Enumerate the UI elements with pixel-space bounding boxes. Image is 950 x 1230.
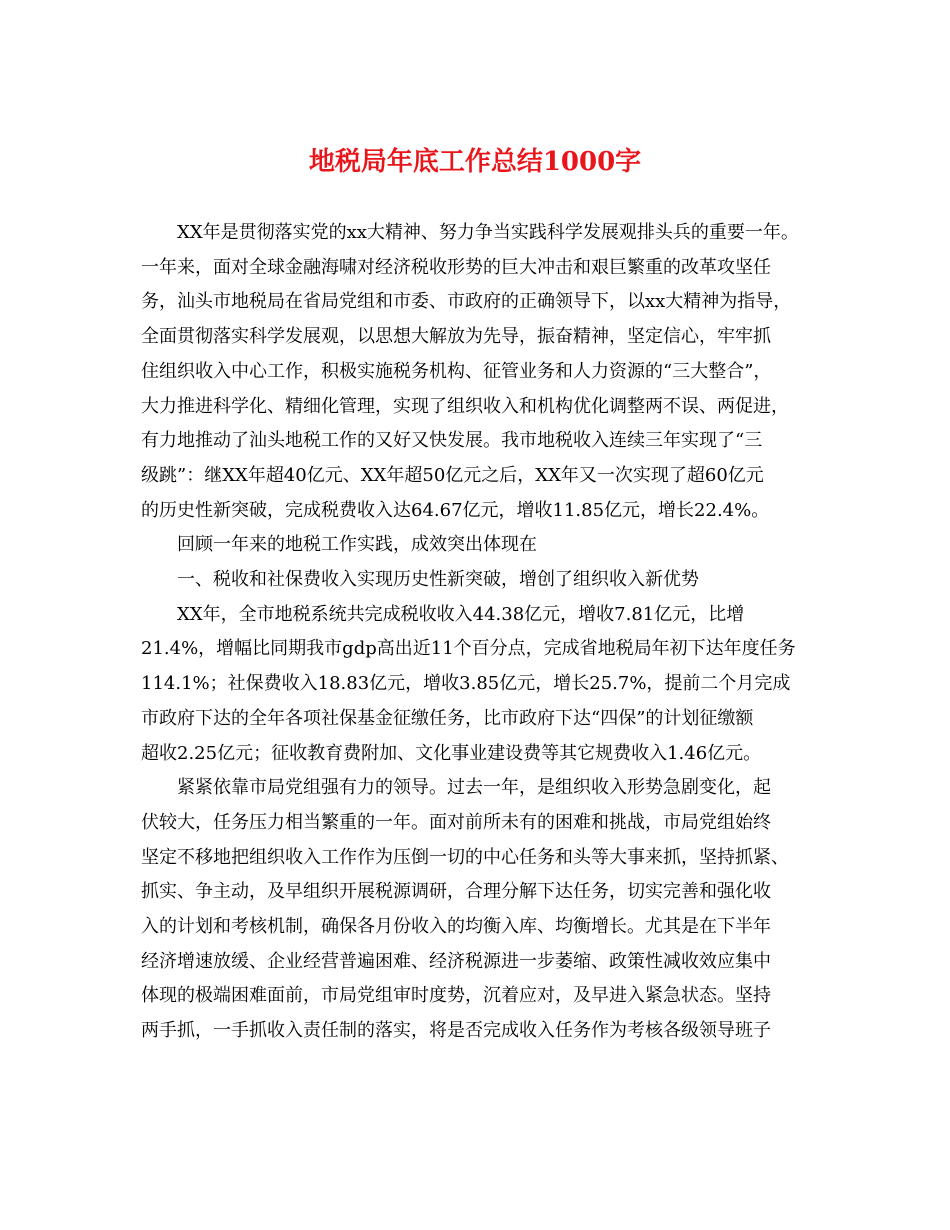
paragraph-line: XX年是贯彻落实党的xx大精神、努力争当实践科学发展观排头兵的重要一年。 [177,222,799,243]
paragraph-line: 21.4%，增幅比同期我市gdp高出近11个百分点，完成省地税局年初下达年度任务 [141,638,796,660]
paragraph-line: 超收2.25亿元；征收教育费附加、文化事业建设费等其它规费收入1.46亿元。 [141,742,762,764]
paragraph-line: 住组织收入中心工作，积极实施税务机构、征管业务和人力资源的“三大整合”， [141,360,772,382]
paragraph-line: 务，汕头市地税局在省局党组和市委、市政府的正确领导下，以xx大精神为指导， [141,291,792,313]
paragraph-line: 回顾一年来的地税工作实践，成效突出体现在 [177,534,537,556]
document-title: 地税局年底工作总结1000字 [308,147,642,177]
paragraph-line: 抓实、争主动，及早组织开展税源调研，合理分解下达任务，切实完善和强化收 [141,881,771,903]
paragraph-line: 大力推进科学化、精细化管理，实现了组织收入和机构优化调整两不误、两促进， [141,395,789,417]
paragraph-line: 一、税收和社保费收入实现历史性新突破，增创了组织收入新优势 [177,569,699,590]
paragraph-line: 经济增速放缓、企业经营普遍困难、经济税源进一步萎缩、政策性减收效应集中 [141,950,771,972]
paragraph-line: XX年，全市地税系统共完成税收收入44.38亿元，增收7.81亿元，比增 [177,603,745,625]
paragraph-line: 114.1%；社保费收入18.83亿元，增收3.85亿元，增长25.7%，提前二个月完成 [141,673,791,695]
paragraph-line: 入的计划和考核机制，确保各月份收入的均衡入库、均衡增长。尤其是在下半年 [141,916,771,937]
paragraph-line: 紧紧依靠市局党组强有力的领导。过去一年，是组织收入形势急剧变化，起 [177,777,771,799]
paragraph-line: 伏较大，任务压力相当繁重的一年。面对前所未有的困难和挑战，市局党组始终 [141,811,771,833]
paragraph-line: 级跳”：继XX年超40亿元、XX年超50亿元之后，XX年又一次实现了超60亿元 [141,464,764,486]
paragraph-line: 有力地推动了汕头地税工作的又好又快发展。我市地税收入连续三年实现了“三 [141,430,763,452]
paragraph-line: 体现的极端困难面前，市局党组审时度势，沉着应对，及早进入紧急状态。坚持 [141,985,771,1007]
paragraph-line: 全面贯彻落实科学发展观，以思想大解放为先导，振奋精神，坚定信心，牢牢抓 [141,326,771,348]
paragraph-line: 两手抓，一手抓收入责任制的落实，将是否完成收入任务作为考核各级领导班子 [141,1020,771,1042]
paragraph-line: 坚定不移地把组织收入工作作为压倒一切的中心任务和头等大事来抓，坚持抓紧、 [141,846,789,868]
paragraph-line: 的历史性新突破，完成税费收入达64.67亿元，增收11.85亿元，增长22.4%。 [141,499,770,521]
paragraph-line: 一年来，面对全球金融海啸对经济税收形势的巨大冲击和艰巨繁重的改革攻坚任 [141,256,771,278]
paragraph-line: 市政府下达的全年各项社保基金征缴任务，比市政府下达“四保”的计划征缴额 [141,707,754,729]
